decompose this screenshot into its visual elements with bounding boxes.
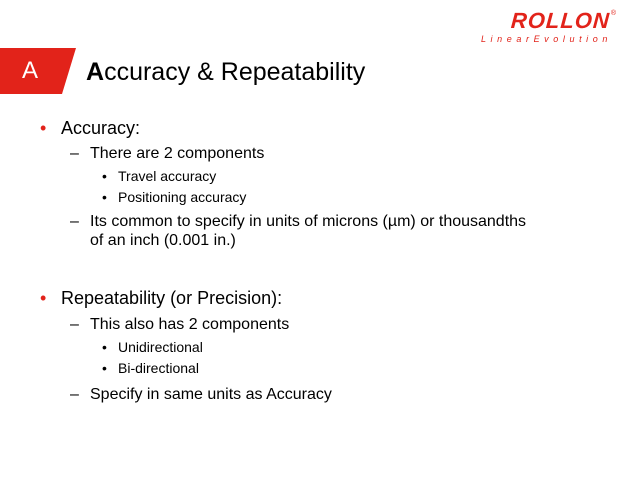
- sub-sub-item-text: Travel accuracy: [118, 168, 217, 184]
- slide-title: [86, 56, 365, 88]
- sub-item-text: This also has 2 components: [90, 316, 290, 333]
- sub-item-text: There are 2 components: [90, 145, 265, 162]
- bullet-heading: Repeatability (or Precision):: [61, 288, 283, 308]
- sub-sub-item-text: Positioning accuracy: [118, 189, 247, 205]
- title-first-letter: A: [86, 58, 105, 86]
- section-tab-letter: A: [22, 57, 39, 84]
- section-tab: [0, 48, 76, 94]
- logo-registered-mark: ®: [610, 10, 616, 17]
- dash-marker: –: [70, 213, 79, 230]
- bullet-marker: •: [40, 288, 47, 308]
- logo-brand: ROLLON: [510, 8, 611, 33]
- dot-marker: •: [102, 189, 107, 205]
- bullet-marker: •: [40, 118, 47, 138]
- dash-marker: –: [70, 145, 79, 162]
- dot-marker: •: [102, 339, 107, 355]
- title-rest: ccuracy & Repeatability: [104, 58, 366, 86]
- sub-sub-item-text: Bi-directional: [118, 360, 199, 376]
- dash-marker: –: [70, 386, 79, 403]
- sub-item-text: Its common to specify in units of microns (µm) or thousandths: [90, 213, 527, 230]
- dash-marker: –: [70, 316, 79, 333]
- sub-item-text: of an inch (0.001 in.): [90, 232, 236, 249]
- sub-item-text: Specify in same units as Accuracy: [90, 386, 332, 403]
- sub-sub-item-text: Unidirectional: [118, 339, 203, 355]
- dot-marker: •: [102, 168, 107, 184]
- rollon-logo: [481, 10, 616, 44]
- logo-tagline: LinearEvolution: [480, 34, 612, 44]
- dot-marker: •: [102, 360, 107, 376]
- bullet-heading: Accuracy:: [61, 118, 141, 138]
